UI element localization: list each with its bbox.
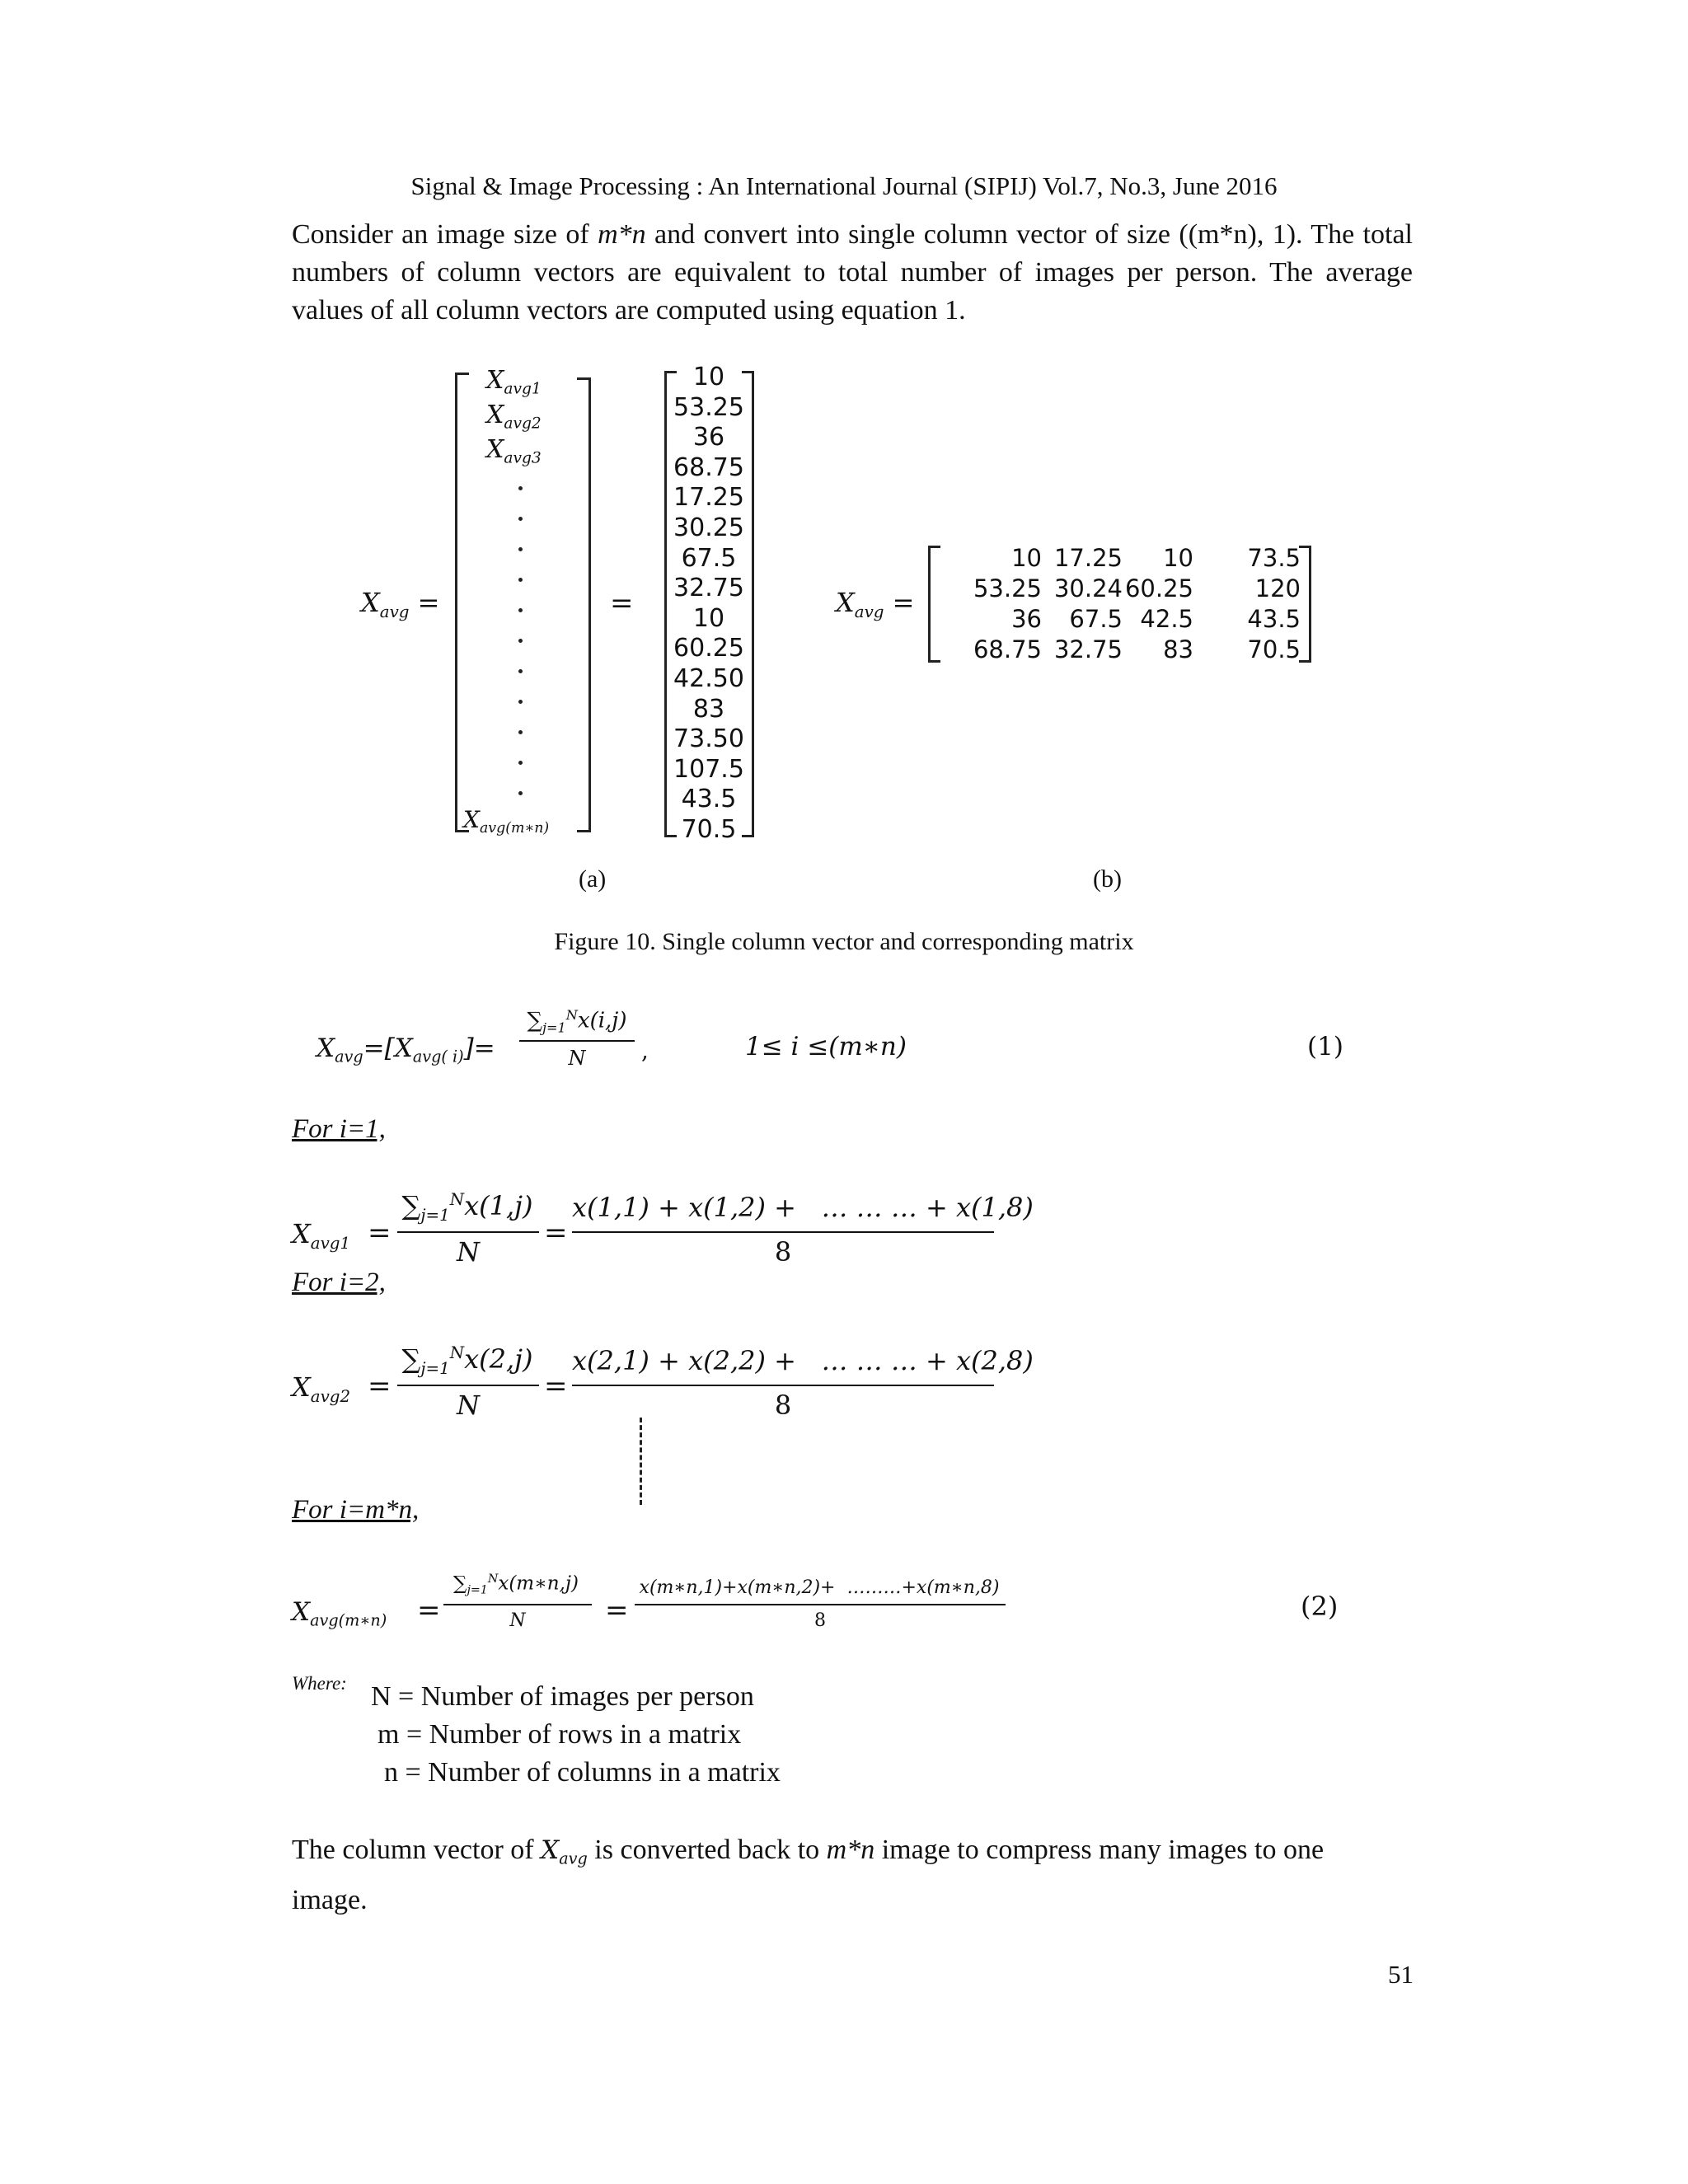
matrix-cell: 30.24 [1053, 574, 1123, 602]
case2-rhs-num: x(2,1) + x(2,2) + … … … + x(2,8) [572, 1345, 1034, 1376]
fig-a-sym-3: $X_{avg3}$ [486, 435, 542, 467]
column-value: 43.5 [681, 785, 737, 814]
eq1-lhs: $X_{avg}=[X_{avg( i)}]=$ [316, 1033, 495, 1066]
eq1-numerator: $\sum_{j=1}^Nx(i,j)$ [527, 1007, 627, 1036]
fig-a-lhs: $X_{avg}$ = [361, 587, 440, 621]
case1-line-b [572, 1231, 994, 1233]
where-list [371, 1678, 781, 1792]
case1-eq-a: = [368, 1216, 392, 1249]
column-value: 32.75 [673, 574, 744, 603]
case1-label: For i=1, [292, 1114, 386, 1144]
matrix-cell: 60.25 [1124, 574, 1193, 602]
fig-a-equals: = [610, 587, 634, 620]
case2-eq-a: = [368, 1370, 392, 1403]
intro-line-1: Consider an image size of m*n and convert into single column vector of size ((m*n), 1). The total [292, 219, 1413, 250]
case2-eq-b: = [544, 1370, 568, 1403]
column-value: 36 [692, 423, 725, 452]
eq1-condition: 1≤ i ≤(m∗n) [745, 1032, 907, 1062]
matrix-cell: 42.5 [1140, 605, 1193, 633]
matrix-cell: 17.25 [1053, 544, 1123, 572]
fig-a-left-bracket [455, 373, 469, 832]
case2-line-a [397, 1385, 539, 1386]
matrix-cell: 73.5 [1247, 544, 1301, 572]
column-value: 83 [692, 694, 725, 724]
intro-line-2: numbers of column vectors are equivalent to total number of images per person. The average [292, 257, 1413, 288]
case1-eq-b: = [544, 1216, 568, 1249]
fig-b-lhs: $X_{avg}$ = [836, 587, 915, 621]
case3-den: N [509, 1610, 526, 1631]
fig-a-sym-2: $X_{avg2}$ [486, 401, 542, 433]
matrix-cell: 120 [1254, 574, 1301, 602]
matrix-cell: 70.5 [1247, 635, 1301, 663]
case2-den: N [457, 1390, 480, 1421]
label-a: (a) [579, 865, 607, 893]
case3-lhs: $X_{avg(m∗n)}$ [292, 1597, 387, 1630]
matrix-cell: 32.75 [1053, 635, 1123, 663]
closing-line-2: image. [292, 1884, 368, 1915]
column-value: 42.50 [673, 664, 744, 693]
where-item-ncols: n = Number of columns in a matrix [384, 1757, 781, 1788]
eq1-comma: , [641, 1037, 649, 1064]
fig-b-left-bracket [928, 546, 940, 663]
intro-line-3: values of all column vectors are computed using equation 1. [292, 295, 966, 326]
case1-rhs-num: x(1,1) + x(1,2) + … … … + x(1,8) [572, 1192, 1034, 1223]
column-value: 60.25 [673, 634, 744, 663]
case1-lhs: $X_{avg1}$ [292, 1218, 351, 1253]
case3-line-a [443, 1604, 592, 1605]
matrix-cell: 83 [1163, 635, 1193, 663]
column-value: 68.75 [673, 452, 744, 482]
figure-caption: Figure 10. Single column vector and corresponding matrix [554, 928, 1134, 955]
case3-rhs-num: x(m∗n,1)+x(m∗n,2)+ ………+x(m∗n,8) [639, 1577, 1000, 1598]
case3-line-b [635, 1604, 1006, 1605]
column-value: 10 [692, 603, 725, 633]
case3-num: $\sum_{j=1}^Nx(m∗n,j)$ [453, 1572, 579, 1597]
matrix-cell: 68.75 [973, 635, 1042, 663]
column-value: 67.5 [681, 543, 737, 573]
continuation-dashes [640, 1418, 642, 1505]
case1-rhs-den: 8 [774, 1236, 792, 1268]
running-header: Signal & Image Processing : An International Journal (SIPIJ) Vol.7, No.3, June 2016 [410, 171, 1278, 200]
matrix-cell: 36 [1011, 605, 1042, 633]
case2-line-b [572, 1385, 994, 1386]
intro-paragraph [292, 216, 1413, 330]
where-item-m: m = Number of rows in a matrix [377, 1719, 742, 1750]
eq1-number: (1) [1307, 1032, 1343, 1062]
column-value: 70.5 [681, 815, 737, 844]
eq1-fraction-line [519, 1040, 635, 1042]
where-label: Where: [292, 1673, 347, 1694]
matrix-cell: 67.5 [1069, 605, 1123, 633]
matrix-cell: 10 [1163, 544, 1193, 572]
case2-lhs: $X_{avg2}$ [292, 1371, 351, 1406]
case1-den: N [457, 1236, 480, 1268]
page-number: 51 [1388, 1960, 1414, 1989]
case2-label: For i=2, [292, 1268, 386, 1297]
case3-rhs-den: 8 [814, 1610, 826, 1631]
matrix-cell: 53.25 [973, 574, 1042, 602]
column-value: 73.50 [673, 724, 744, 754]
column-value: 17.25 [673, 483, 744, 513]
fig-b-right-bracket [1299, 546, 1311, 663]
closing-paragraph [292, 1830, 1413, 1921]
case2-rhs-den: 8 [774, 1390, 792, 1421]
column-value: 53.25 [673, 392, 744, 422]
matrix-cell: 43.5 [1247, 605, 1301, 633]
case3-eq-b: = [605, 1594, 629, 1627]
case1-num: $\sum_{j=1}^Nx(1,j)$ [401, 1190, 533, 1225]
column-value: 30.25 [673, 513, 744, 542]
fig-a-right-bracket [577, 377, 591, 832]
eq1-denominator: N [568, 1047, 586, 1070]
eq2-number: (2) [1301, 1591, 1339, 1622]
fig-a-sym-1: $X_{avg1}$ [486, 366, 542, 398]
closing-line-1: The column vector of $X_{avg}$ is converted back to m*n image to compress many images to one [292, 1835, 1325, 1868]
label-b: (b) [1093, 865, 1122, 893]
case3-eq-a: = [417, 1594, 441, 1627]
case2-num: $\sum_{j=1}^Nx(2,j)$ [401, 1343, 533, 1378]
case3-label: For i=m*n, [292, 1495, 420, 1525]
where-item-n: N = Number of images per person [371, 1681, 754, 1712]
column-value: 107.5 [673, 754, 744, 784]
matrix-cell: 10 [1011, 544, 1042, 572]
fig-a-sym-last: $X_{avg(m∗n)}$ [463, 806, 550, 837]
column-value: 10 [692, 363, 725, 391]
case1-line-a [397, 1231, 539, 1233]
